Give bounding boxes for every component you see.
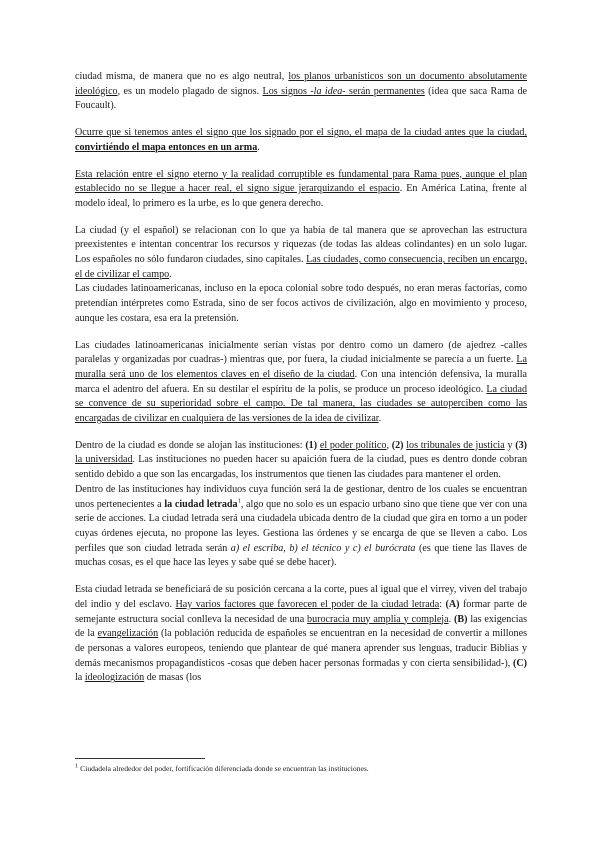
paragraph-2 bbox=[75, 126, 527, 155]
underlined-text: Ocurre que si tenemos antes el signo que los signado por el signo, el mapa de la ciudad antes que la ciudad, bbox=[75, 127, 527, 139]
text-run: . Con una intención defensiva, la muralla marca el adentro del afuera. En su destilar el espíritu de la polis, se produce un proceso ideológico. bbox=[75, 368, 527, 395]
paragraph-9 bbox=[75, 583, 527, 686]
underlined-text: evangelización bbox=[97, 628, 159, 640]
text-run: . Las instituciones no pueden hacer su apaición fuera de la ciudad, pues es dentro donde cobran sentido debido a que son las encargadas, los instrumentos que tienen las ciudades para mantener el orden. bbox=[75, 454, 527, 481]
paragraph-6 bbox=[75, 339, 527, 427]
paragraph-8 bbox=[75, 483, 527, 571]
text-run: . bbox=[378, 413, 382, 425]
text-run: . bbox=[169, 268, 172, 280]
italic-text: a) el escriba, b) el técnico y c) el burócrata bbox=[230, 542, 416, 554]
text-run: de masas (los bbox=[144, 672, 202, 684]
text-run: . bbox=[448, 613, 454, 625]
text-run: ciudad misma, de manera que no es algo neutral, bbox=[75, 71, 289, 82]
paragraph-7 bbox=[75, 439, 527, 483]
footnote-text: Ciudadela alrededor del poder, fortificación diferenciada donde se encuentran las instituciones. bbox=[78, 764, 369, 773]
underlined-text: el poder político bbox=[319, 439, 387, 451]
underlined-text: burocracia muy amplia y compleja bbox=[307, 613, 449, 625]
text-run: las exigencias de la bbox=[75, 613, 528, 640]
underlined-text: Las ciudades, como consecuencia, reciben un encargo, el de civilizar el campo bbox=[75, 254, 527, 280]
enumeration-mark: (A) bbox=[445, 598, 460, 610]
underlined-text: La muralla será uno de los elementos claves en el diseño de la ciudad bbox=[75, 354, 527, 380]
footnote-mark: 1 bbox=[75, 762, 79, 770]
text-run: formar parte de semejante estructura social conlleva la necesidad de una bbox=[75, 598, 528, 625]
text-run: . bbox=[257, 141, 260, 153]
text-run: . En América Latina, frente al modelo ideal, lo primero es la urbe, es lo que genera derecho. bbox=[75, 183, 528, 209]
enumeration-mark: (C) bbox=[512, 657, 527, 669]
text-run: , algo que no solo es un espacio urbano sino que tiene que ver con una serie de acciones. La ciudad letrada será una ciudadela ubicada dentro de la ciudad que gira en torno a un poder cuyas órdenes ejecuta, no propone las leyes. Gestiona las órdenes y se encarga de que se lleven a cabo. Los perfiles que son ciudad letrada serán bbox=[75, 498, 528, 554]
underlined-text: ideologización bbox=[84, 672, 145, 684]
text-run: : bbox=[439, 598, 446, 610]
text-run: la bbox=[75, 672, 85, 684]
text-run: La ciudad (y el español) se relacionan con lo que ya había de tal manera que se aprovechan las estructura preexistentes e intentan concentrar los recursos y riquezas (de todas las aldeas colindantes) en un solo lugar. Los españoles no sólo fundaron ciudades, sino capitales. bbox=[75, 224, 527, 266]
underlined-bold-text: convirtiéndo el mapa entonces en un arma bbox=[75, 141, 258, 153]
paragraph-4 bbox=[75, 224, 527, 283]
enumeration-mark: (B) bbox=[453, 613, 468, 625]
text-run: (es que tiene las llaves de muchas cosas, es el que hace las leyes y sabe qué se debe hacer). bbox=[75, 542, 527, 569]
bold-text: la ciudad letrada bbox=[164, 498, 238, 510]
footnote bbox=[75, 764, 527, 774]
paragraph-3 bbox=[75, 168, 527, 212]
text-run: Dentro de la ciudad es donde se alojan las instituciones: bbox=[75, 439, 306, 451]
text-run: Dentro de las instituciones hay individuos cuya función será la de gestionar, dentro de los cuales se encuentran unos pertenecientes a bbox=[75, 483, 527, 510]
enumeration-mark: (3) bbox=[515, 439, 528, 451]
paragraph-5 bbox=[75, 282, 527, 326]
underlined-text: Esta relación entre el signo eterno y la realidad corruptible es fundamental para Rama pues, aunque el plan establecido no se llegue a hacer real, el signo sigue jerarquizando el espacio bbox=[75, 168, 527, 195]
underlined-italic-text: la idea bbox=[313, 85, 343, 97]
text-run: (la población reducida de españoles se encuentran en la necesidad de convertir a millones de personas a valores europeos, teniendo que plantear de qué manera aprender sus lenguas, traducir Biblias y demás mecanismos propagandísticos -cosas que deben hacer personas formadas y con cierta sensibilidad-), bbox=[75, 628, 527, 669]
underlined-text: los planos urbanísticos son un documento absolutamente ideológico bbox=[75, 71, 527, 97]
enumeration-mark: (1) bbox=[305, 439, 318, 451]
text-run: , bbox=[386, 439, 392, 451]
underlined-text: Hay varios factores que favorecen el poder de la ciudad letrada bbox=[175, 598, 440, 610]
underlined-text: la universidad bbox=[75, 454, 133, 466]
underlined-text: La ciudad se convence de su superioridad sobre el campo. De tal manera, las ciudades se autoperciben como las encargadas de civilizar en cualquiera de las versiones de la idea de civilizar bbox=[75, 383, 527, 425]
paragraph-1 bbox=[75, 70, 527, 114]
text-run: , es un modelo plagado de signos. bbox=[117, 85, 263, 97]
text-run: y bbox=[504, 439, 516, 451]
document-body bbox=[75, 70, 527, 698]
enumeration-mark: (2) bbox=[391, 439, 404, 451]
text-run: (idea que saca Rama de Foucault). bbox=[75, 85, 527, 112]
text-run: Las ciudades latinoamericanas inicialmente serían vistas por dentro como un damero (de ajedrez -calles paralelas y organizadas por cuadras-) mientras que, por fuera, la ciudad inicialmente se parecía a un fuerte. bbox=[75, 339, 527, 366]
underlined-text: los tribunales de justicia bbox=[406, 439, 505, 451]
footnote-reference[interactable]: 1 bbox=[237, 497, 241, 505]
text-run: Las ciudades latinoamericanas, incluso en la epoca colonial sobre todo después, no eran meras factorías, como pretendían intérpretes como Estrada, sino de ser focos activos de civilización, algo en movimiento y proceso, aunque les costara, esa era la pretensión. bbox=[75, 283, 527, 324]
footnote-divider bbox=[75, 758, 205, 759]
underlined-text: - serán permanentes bbox=[342, 85, 425, 97]
underlined-text: Los signos - bbox=[262, 85, 314, 97]
text-run: Esta ciudad letrada se beneficiará de su posición cercana a la corte, pues al igual que el virrey, viven del trabajo del indio y del esclavo. bbox=[75, 584, 527, 610]
